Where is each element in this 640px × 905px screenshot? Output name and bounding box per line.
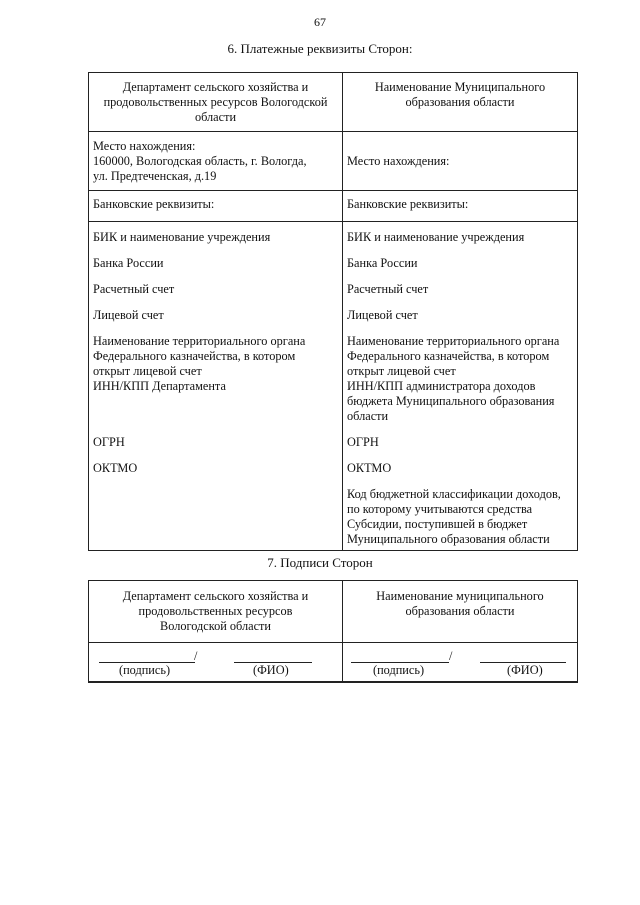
personal-account-label: Лицевой счет: [93, 308, 164, 322]
left-signature-header: [89, 581, 343, 643]
kbk-label: Муниципального образования области: [347, 532, 550, 546]
section-7-title: 7. Подписи Сторон: [267, 555, 373, 570]
bik-label: БИК и наименование учреждения: [347, 230, 525, 244]
left-party-header: [89, 73, 343, 132]
treasury-label: Федерального казначейства, в котором: [93, 349, 296, 363]
location-address: 160000, Вологодская область, г. Вологда,: [93, 154, 307, 168]
header-line: образования области: [405, 95, 515, 109]
table-row: [89, 643, 578, 683]
bik-label: БИК и наименование учреждения: [93, 230, 271, 244]
table-row: [89, 132, 578, 191]
table-row: [89, 222, 578, 551]
signature-label: (подпись): [373, 663, 425, 677]
account-label: Расчетный счет: [347, 282, 429, 296]
kbk-label: Код бюджетной классификации доходов,: [347, 487, 561, 501]
header-line: продовольственных ресурсов: [138, 604, 293, 618]
header-line: Вологодской области: [160, 619, 271, 633]
account-label: Расчетный счет: [93, 282, 175, 296]
treasury-label: открыт лицевой счет: [347, 364, 456, 378]
table-row: [89, 191, 578, 222]
header-line: образования области: [405, 604, 515, 618]
left-bank-cell: [89, 191, 343, 222]
inn-kpp-label: области: [347, 409, 389, 423]
table-row: [89, 73, 578, 132]
header-line: Наименование Муниципального: [374, 80, 546, 94]
header-line: Наименование муниципального: [376, 589, 544, 603]
left-details-cell: [89, 222, 343, 551]
signature-label: (подпись): [119, 663, 171, 677]
treasury-label: Наименование территориального органа: [93, 334, 306, 348]
right-bank-cell: [343, 191, 578, 222]
header-line: Департамент сельского хозяйства и: [122, 589, 309, 603]
inn-kpp-label: бюджета Муниципального образования: [347, 394, 555, 408]
inn-kpp-label: ИНН/КПП администратора доходов: [347, 379, 536, 393]
bank-details-label: Банковские реквизиты:: [93, 197, 215, 211]
header-line: области: [194, 110, 237, 124]
oktmo-label: ОКТМО: [347, 461, 392, 475]
location-address: ул. Предтеченская, д.19: [93, 169, 217, 183]
section-6-title: 6. Платежные реквизиты Сторон:: [227, 41, 413, 56]
bank-label: Банка России: [93, 256, 164, 270]
page-number: 67: [314, 15, 326, 29]
slash-separator: /: [449, 649, 453, 663]
left-location-cell: [89, 132, 343, 191]
oktmo-label: ОКТМО: [93, 461, 138, 475]
right-signature-cell: [343, 643, 578, 683]
inn-kpp-label: ИНН/КПП Департамента: [93, 379, 226, 393]
right-signature-header: [343, 581, 578, 643]
signatures-table: [88, 580, 578, 683]
right-details-cell: [343, 222, 578, 551]
payment-details-table: [88, 72, 578, 551]
treasury-label: Федерального казначейства, в котором: [347, 349, 550, 363]
personal-account-label: Лицевой счет: [347, 308, 418, 322]
location-label: Место нахождения:: [93, 139, 196, 153]
location-label: Место нахождения:: [347, 153, 450, 168]
slash-separator: /: [194, 649, 198, 663]
left-signature-cell: [89, 643, 343, 683]
table-row: [89, 581, 578, 643]
header-line: продовольственных ресурсов Вологодской: [103, 95, 328, 109]
name-label: (ФИО): [507, 663, 543, 677]
right-party-header: [343, 73, 578, 132]
bank-label: Банка России: [347, 256, 418, 270]
ogrn-label: ОГРН: [93, 435, 125, 449]
kbk-label: Субсидии, поступившей в бюджет: [347, 517, 528, 531]
kbk-label: по которому учитываются средства: [347, 502, 533, 516]
treasury-label: открыт лицевой счет: [93, 364, 202, 378]
treasury-label: Наименование территориального органа: [347, 334, 560, 348]
name-label: (ФИО): [253, 663, 289, 677]
header-line: Департамент сельского хозяйства и: [122, 80, 309, 94]
bank-details-label: Банковские реквизиты:: [347, 197, 469, 211]
right-location-cell: [343, 132, 578, 191]
ogrn-label: ОГРН: [347, 435, 379, 449]
